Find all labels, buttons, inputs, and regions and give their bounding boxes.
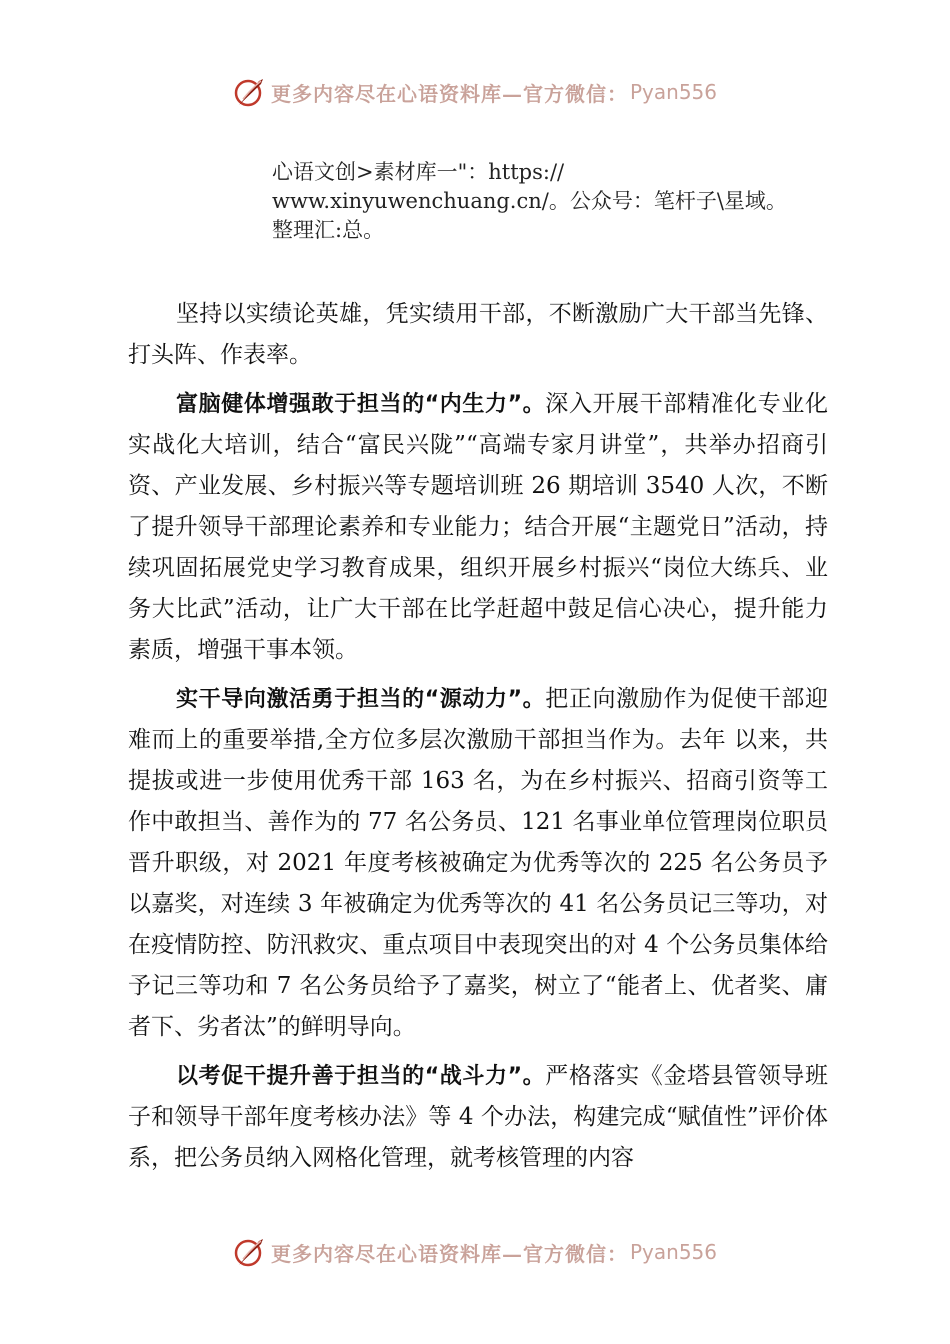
paragraph-text: 深入开展干部精准化专业化实战化大培训，结合“富民兴陇”“高端专家月讲堂”，共举办招商引资、产业发展、乡村振兴等专题培训班 26 期培训 3540 人次，不断了提升领导干部理论素养和专业能力；结合开展“主题党日”活动，持续巩固拓展党史学习教育成果，组织开展乡村振兴“岗位大练兵、业务大比武”活动，让广大干部在比学赶超中鼓足信心决心，提升能力素质，增强干事本领。: [128, 391, 829, 663]
source-note-line: www.xinyuwenchuang.cn/。公众号：笔杆子\星域。: [272, 189, 787, 213]
paragraph-text: 严格落实《金塔县管领导班子和领导干部年度考核办法》等 4 个办法，构建完成“赋值性”评价体系，把公务员纳入网格化管理，就考核管理的内容: [128, 1063, 829, 1171]
footer-watermark-banner: [0, 1232, 950, 1272]
article-body: [128, 294, 828, 1187]
paragraph-lead: 实干导向激活勇于担当的“源动力”。: [176, 687, 546, 712]
paragraph-assessment: [128, 1056, 828, 1179]
banner-text: 更多内容尽在心语资料库—官方微信：: [270, 81, 628, 106]
banner-handle: Pyan556: [629, 1240, 717, 1264]
paragraph-text: 坚持以实绩论英雄，凭实绩用干部，不断激励广大干部当先锋、打头阵、作表率。: [128, 301, 828, 368]
feather-pen-logo-icon: [233, 1235, 267, 1269]
source-note: [272, 158, 872, 245]
paragraph-text: 把正向激励作为促使干部迎难而上的重要举措,全方位多层次激励干部担当作为。去年 以来，共提拔或进一步使用优秀干部 163 名，为在乡村振兴、招商引资等工作中敢担当、善作为的 77 名公务员、121 名事业单位管理岗位职员晋升职级，对 2021 年度考核被确定为优秀等次的 225 名公务员予以嘉奖，对连续 3 年被确定为优秀等次的 41 名公务员记三等功，对在疫情防控、防汛救灾、重点项目中表现突出的对 4 个公务员集体给予记三等功和 7 名公务员给予了嘉奖，树立了“能者上、优者奖、庸者下、劣者汰”的鲜明导向。: [128, 686, 829, 1040]
paragraph-incentive: [128, 679, 828, 1048]
feather-pen-logo-icon: [233, 75, 267, 109]
banner-handle: Pyan556: [629, 80, 717, 104]
source-note-line: 整理汇:总。: [272, 218, 385, 242]
paragraph-intro: [128, 294, 828, 376]
paragraph-lead: 富脑健体增强敢于担当的“内生力”。: [176, 392, 546, 417]
header-watermark-banner: [0, 72, 950, 112]
source-note-line: 心语文创>素材库一"：https://: [272, 160, 565, 184]
paragraph-training: [128, 384, 828, 671]
paragraph-lead: 以考促干提升善于担当的“战斗力”。: [176, 1064, 546, 1089]
banner-text: 更多内容尽在心语资料库—官方微信：: [270, 1241, 628, 1266]
